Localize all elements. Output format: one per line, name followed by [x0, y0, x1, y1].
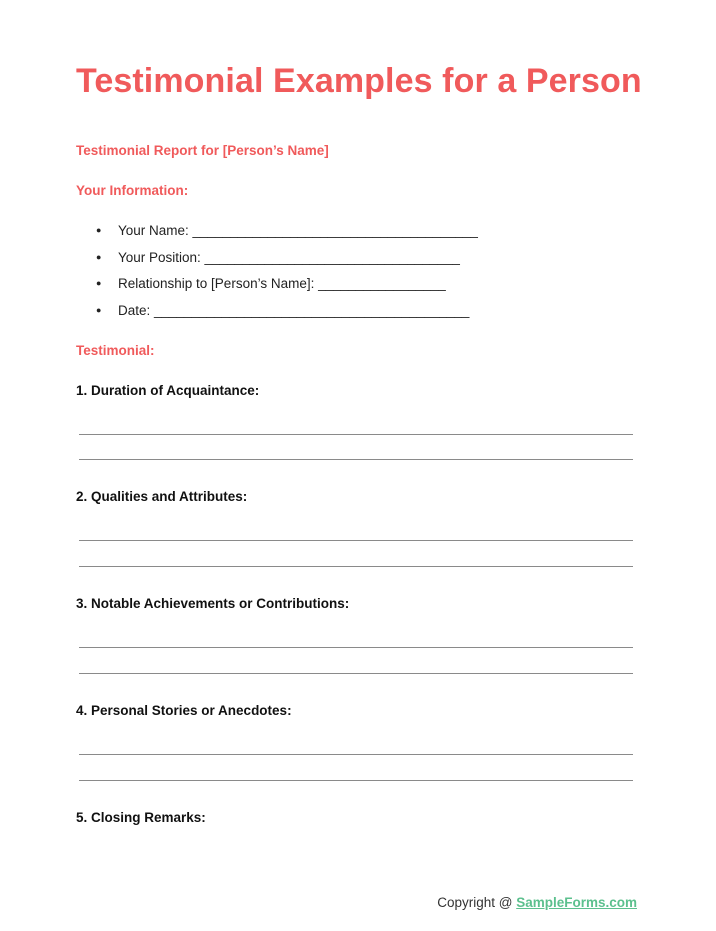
- your-information-list: [96, 222, 478, 328]
- page-title: Testimonial Examples for a Person: [76, 62, 642, 100]
- question-stories: 4. Personal Stories or Anecdotes:: [76, 703, 292, 718]
- info-field-label: Your Position: __________________________________: [118, 249, 460, 265]
- info-field-label: Date: __________________________________________: [118, 302, 470, 318]
- brand-link[interactable]: SampleForms.com: [516, 895, 637, 910]
- question-qualities: 2. Qualities and Attributes:: [76, 489, 248, 504]
- info-field-position: [96, 249, 478, 276]
- bullet-icon: ●: [96, 278, 102, 288]
- bullet-icon: ●: [96, 251, 102, 262]
- question-duration: 1. Duration of Acquaintance:: [76, 383, 260, 398]
- question-closing: 5. Closing Remarks:: [76, 810, 206, 825]
- report-heading: Testimonial Report for [Person’s Name]: [76, 143, 329, 158]
- answer-line: [79, 647, 633, 648]
- answer-line: [79, 434, 633, 435]
- answer-line: [79, 566, 633, 567]
- answer-line: [79, 754, 633, 755]
- info-field-date: [96, 302, 478, 329]
- question-achievements: 3. Notable Achievements or Contributions:: [76, 596, 350, 611]
- info-field-name: [96, 222, 478, 249]
- copyright-footer: [437, 895, 637, 910]
- testimonial-heading: Testimonial:: [76, 343, 155, 358]
- bullet-icon: ●: [96, 225, 102, 235]
- answer-line: [79, 540, 633, 541]
- answer-line: [79, 780, 633, 781]
- info-field-label: Your Name: ______________________________________: [118, 223, 478, 238]
- info-field-relationship: [96, 275, 478, 302]
- info-field-label: Relationship to [Person’s Name]: _________________: [118, 276, 446, 291]
- bullet-icon: ●: [96, 304, 102, 315]
- answer-line: [79, 673, 633, 674]
- copyright-text: Copyright @: [437, 895, 517, 910]
- answer-line: [79, 459, 633, 460]
- your-information-heading: Your Information:: [76, 183, 189, 198]
